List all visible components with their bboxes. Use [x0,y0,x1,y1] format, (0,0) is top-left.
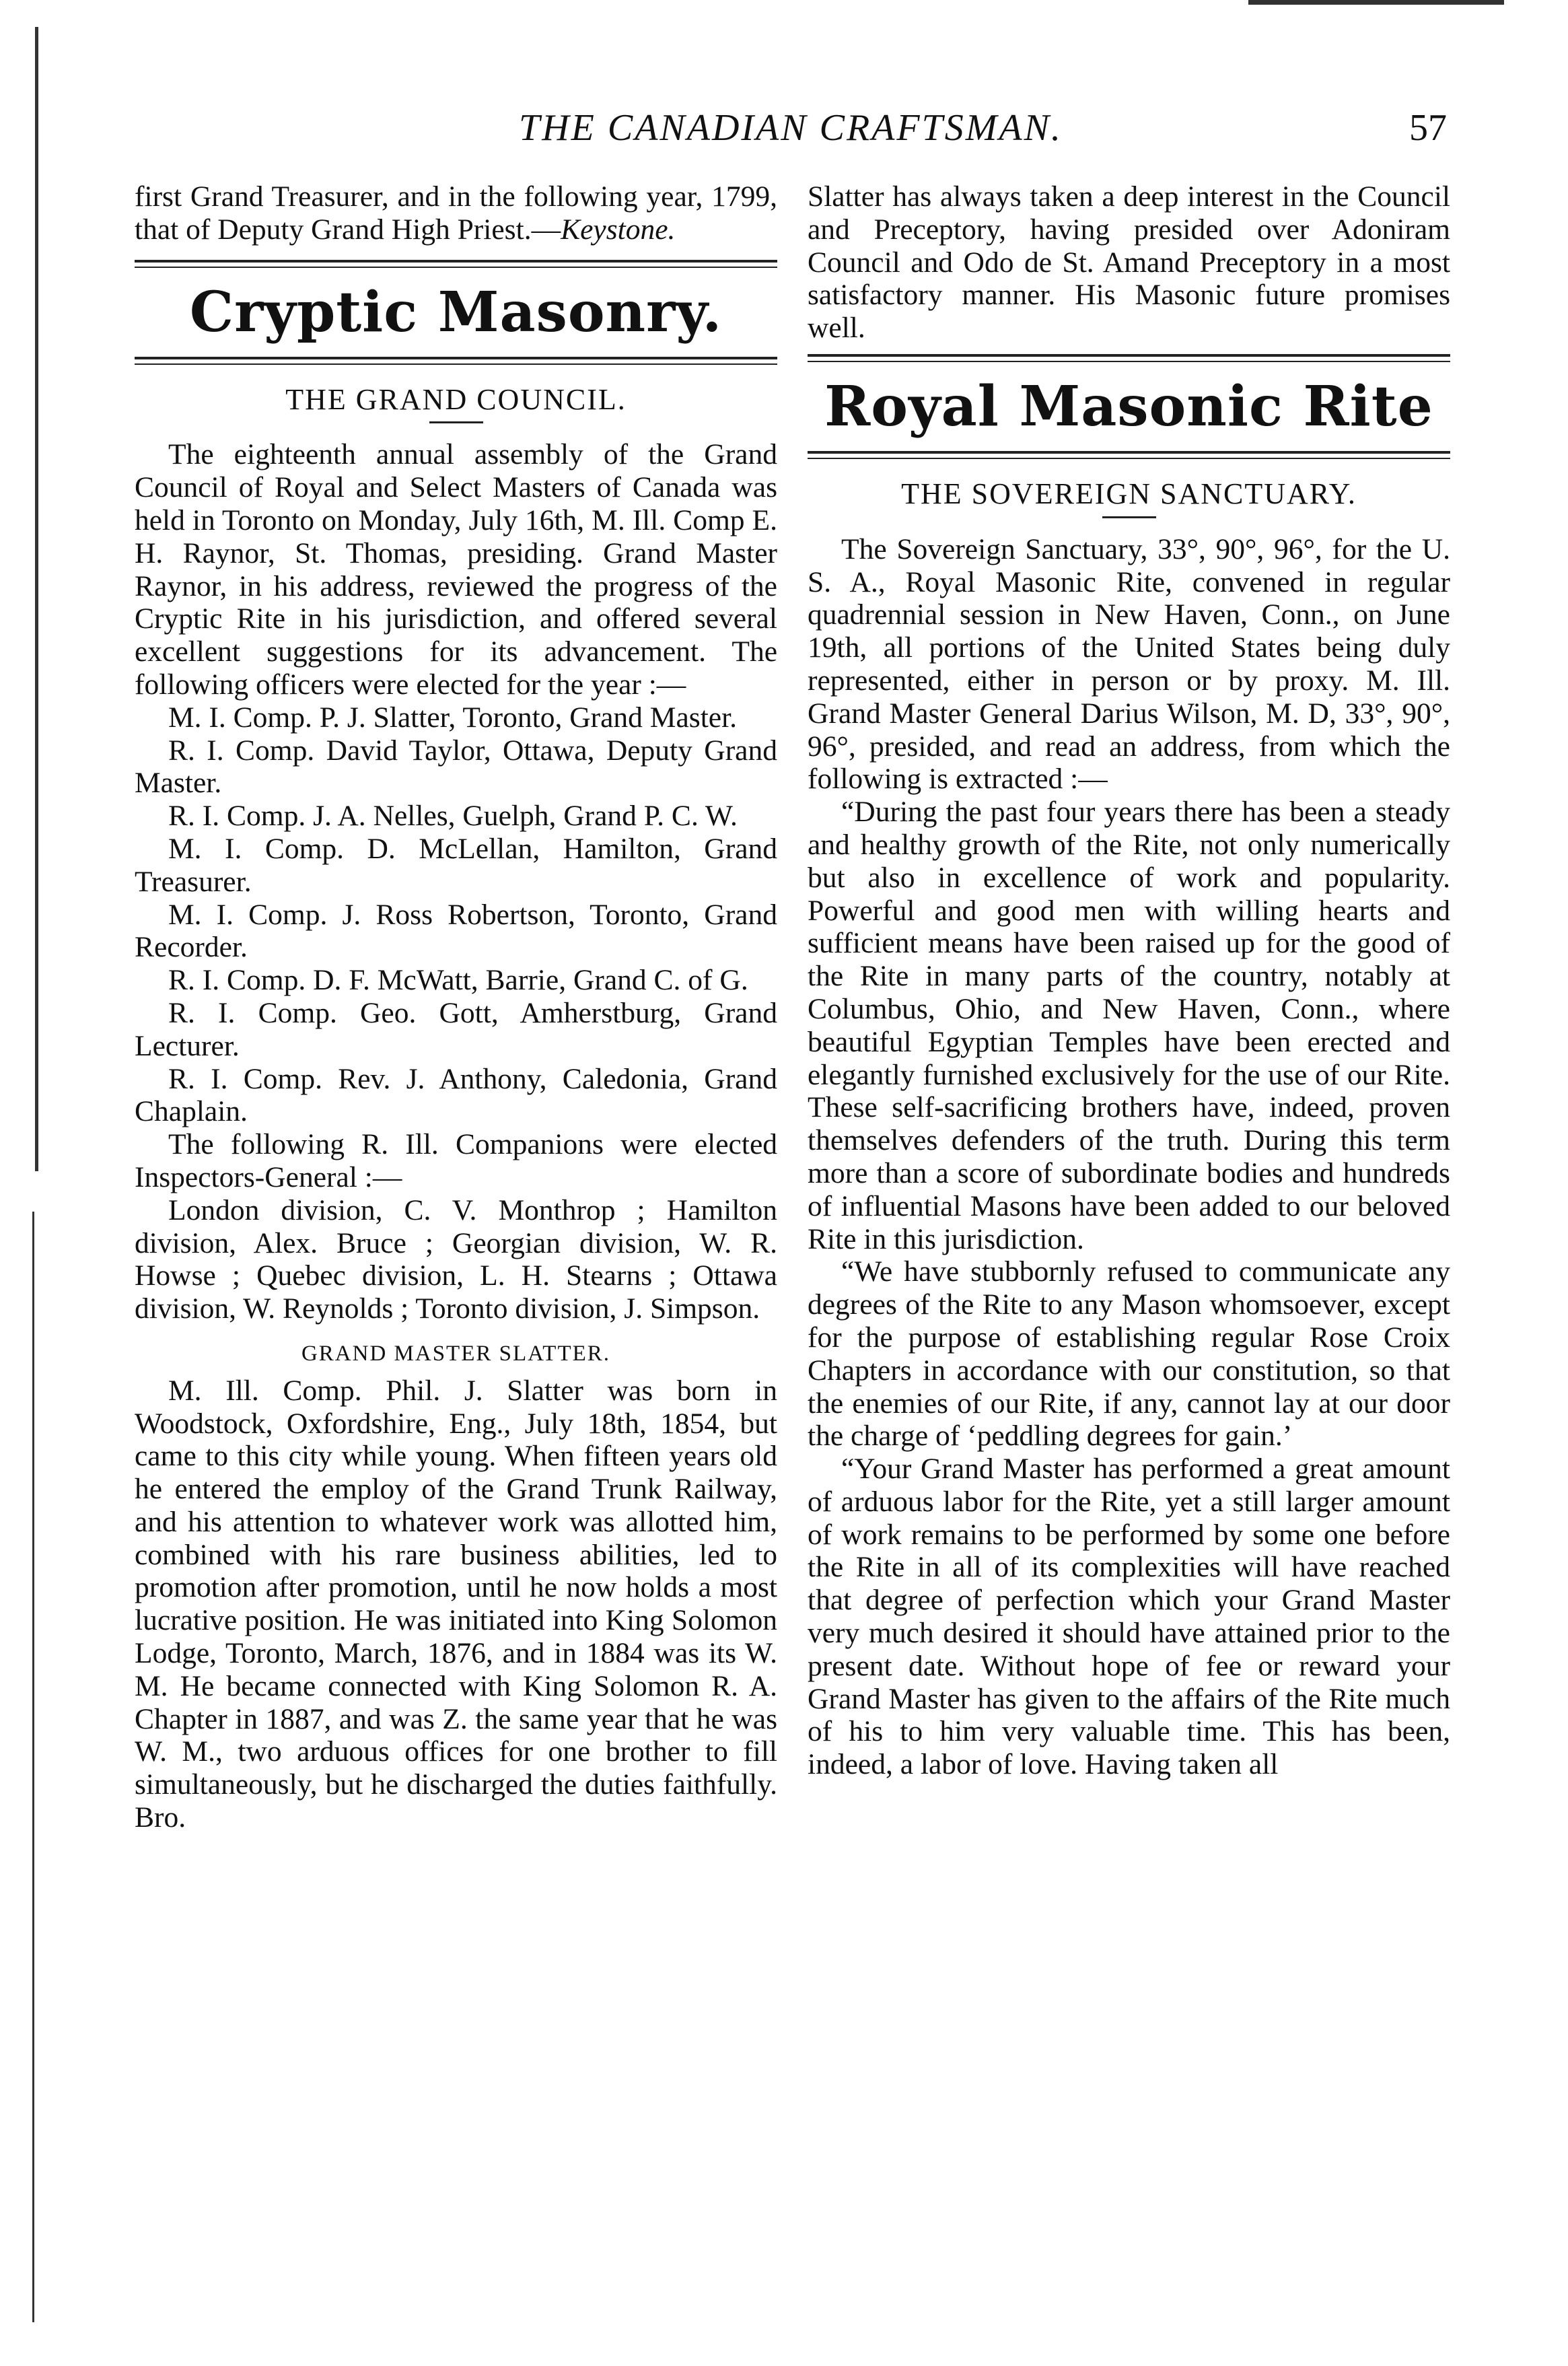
sanctuary-paragraph: The Sovereign Sanctuary, 33°, 90°, 96°, for the U. S. A., Royal Masonic Rite, convened in regular quadrennial session in New Haven, Conn., on June 19th, all portions of the United States being duly represented, either in person or by proxy. M. Ill. Grand Master General Darius Wilson, M. D, 33°, 90°, 96°, presided, and read an address, from which the following is extracted :— [808,532,1450,796]
inspectors-paragraph: The following R. Ill. Companions were elected Inspectors-General :— [135,1128,777,1193]
continuation-paragraph: Slatter has always taken a deep interest in the Council and Preceptory, having presided over Adoniram Council and Odo de St. Amand Preceptory in a most satisfactory manner. His Masonic future promises well. [808,180,1450,345]
address-paragraph-degrees: “We have stubbornly refused to communicate any degrees of the Rite to any Mason whomsoever, except for the purpose of establishing regular Rose Croix Chapters in accordance with our constitution, so that the enemies of our Rite, if any, cannot lay at our door the charge of ‘peddling degrees for gain.’ [808,1255,1450,1453]
officer-entry: M. I. Comp. P. J. Slatter, Toronto, Grand Master. [168,701,738,734]
section-rule-top-right [808,354,1450,362]
divisions-paragraph: London division, C. V. Monthrop ; Hamilton division, Alex. Bruce ; Georgian division, W. R. Howse ; Quebec division, L. H. Stearns ; Ottawa division, W. Reynolds ; Toronto division, J. Simpson. [135,1193,777,1325]
section-rule-top [135,260,777,268]
section-title-grand-council: THE GRAND COUNCIL. [285,382,627,416]
intro-source: Keystone. [561,213,676,246]
address-paragraph-growth: “During the past four years there has been a steady and healthy growth of the Rite, not only numerically but also in excellence of work and popularity. Powerful and good men with willing hearts and sufficient means have been raised up for the good of the Rite in many parts of the country, notably at Columbus, Ohio, and New Haven, Conn., where beautiful Egyptian Temples have been erected and elegantly furnished exclusively for the use of our Rite. These self-sacrificing brothers have, indeed, proven themselves defenders of the truth. During this term more than a score of subordinate bodies and hundreds of influential Masons have been added to our beloved Rite in this jurisdiction. [808,796,1450,1255]
running-header [135,100,1447,160]
subheading-grand-master: GRAND MASTER SLATTER. [301,1341,611,1366]
right-column [808,180,1450,1781]
slatter-paragraph: M. Ill. Comp. Phil. J. Slatter was born in Woodstock, Oxfordshire, Eng., July 18th, 1854, but came to this city while young. When fifteen years old he entered the employ of the Grand Trunk Railway, and his attention to whatever work was allotted him, combined with his rare business abilities, led to promotion after promotion, until he now holds a most lucrative position. He was initiated into King Solomon Lodge, Toronto, March, 1876, and in 1884 was its W. M. He became connected with King Solomon R. A. Chapter in 1887, and was Z. the same year that he was W. M., two arduous offices for one brother to fill simultaneously, but he discharged the duties faithfully. Bro. [135,1374,777,1834]
left-column [135,180,777,1834]
heading-dash [429,421,483,423]
journal-title: THE CANADIAN CRAFTSMAN. [519,107,1063,149]
officer-entry: R. I. Comp. J. A. Nelles, Guelph, Grand P. C. W. [168,800,738,833]
intro-paragraph: first Grand Treasurer, and in the following year, 1799, that of Deputy Grand High Priest.—Keystone. [135,180,777,246]
officer-entry: R. I. Comp. David Taylor, Ottawa, Deputy Grand Master. [135,734,777,800]
officer-list [135,701,777,1128]
officer-entry: R. I. Comp. D. F. McWatt, Barrie, Grand C. of G. [168,964,748,997]
officer-entry: R. I. Comp. Rev. J. Anthony, Caledonia, Grand Chaplain. [135,1062,777,1128]
address-paragraph-labor: “Your Grand Master has performed a great amount of arduous labor for the Rite, yet a still larger amount of work remains to be performed by some one before the Rite in all of its complexities will have reached that degree of perfection which your Grand Master very much desired it should have attained prior to the present date. Without hope of fee or reward your Grand Master has given to the affairs of the Rite much of his to him very valuable time. This has been, indeed, a labor of love. Having taken all [808,1453,1450,1781]
officer-entry: M. I. Comp. D. McLellan, Hamilton, Grand Treasurer. [135,832,777,898]
section-title-sovereign-sanctuary: THE SOVEREIGN SANCTUARY. [901,477,1357,510]
department-heading-cryptic: Cryptic Masonry. [189,279,723,345]
page-edge-line-lower [32,1212,34,2322]
page-edge-line [35,27,38,1171]
department-heading-royal-masonic: Royal Masonic Rite [824,374,1433,439]
officer-entry: M. I. Comp. J. Ross Robertson, Toronto, Grand Recorder. [135,898,777,964]
section-rule-bottom-right [808,451,1450,459]
page-top-mark [1248,0,1504,5]
officer-entry: R. I. Comp. Geo. Gott, Amherstburg, Grand Lecturer. [135,996,777,1062]
section-rule-bottom [135,357,777,365]
assembly-paragraph: The eighteenth annual assembly of the Grand Council of Royal and Select Masters of Canada was held in Toronto on Monday, July 16th, M. Ill. Comp E. H. Raynor, St. Thomas, presiding. Grand Master Raynor, in his address, reviewed the progress of the Cryptic Rite in his jurisdiction, and offered several excellent suggestions for its advancement. The following officers were elected for the year :— [135,438,777,701]
heading-dash-right [1102,516,1156,518]
page-number: 57 [1409,107,1447,149]
